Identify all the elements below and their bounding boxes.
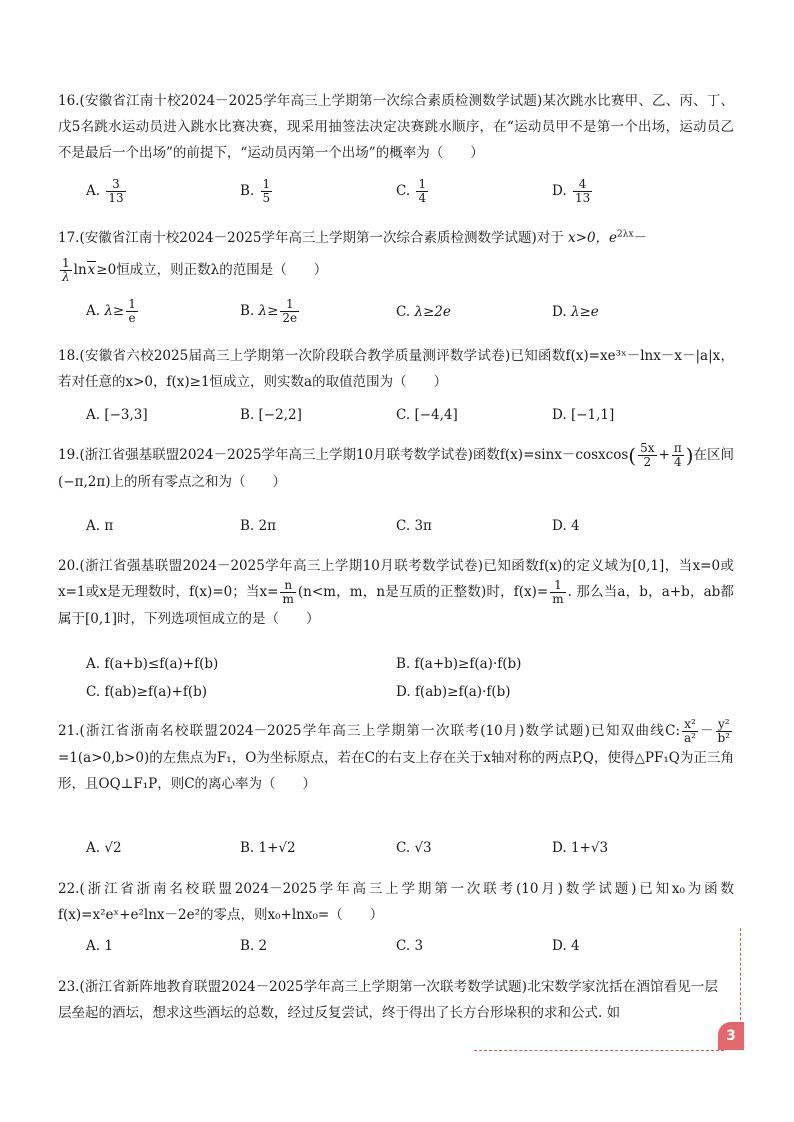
option-a[interactable]: A. √2 [86,840,122,856]
question-number: 17. [58,230,80,246]
option-d[interactable]: D. λ≥e [552,304,599,320]
question-16 [58,88,734,166]
question-22 [58,876,734,928]
question-source: (浙江省强基联盟2024－2025学年高三上学期10月联考数学试卷) [79,447,473,463]
question-21: 21.(浙江省浙南名校联盟2024－2025学年高三上学期第一次联考(10月)数学试题)已知双曲线C: $\frac{\text{x²}}{\text{a²}}$ － $\frac{\text{y²}}{\text{b²}}$ =1(a>0,b>0)的左焦点为F₁，O为坐标原点，若在C的右支上存在关于x轴对称的两点P,Q，使得△PF₁Q为正三角形，且OQ⊥F₁P，则C的离心率为（ ） [58,717,734,792]
question-number: 20. [58,558,80,574]
option-b[interactable]: B. $\frac{1}{5}$ [240,177,271,205]
option-b[interactable]: B. 2 [240,938,268,954]
question-source: (浙江省浙南名校联盟2024－2025学年高三上学期第一次联考(10月)数学试题) [79,881,637,897]
question-19: 19.(浙江省强基联盟2024－2025学年高三上学期10月联考数学试卷)函数f(x)=sinx－cosxcos( $\frac{5x}{2}$ + $\frac{\pi}{4}$ )在区间(−π,2π)上的所有零点之和为（ ） [58,441,735,490]
option-a[interactable]: A. λ≥ $\frac{1}{e}$ [86,297,136,325]
question-number: 16. [58,93,80,109]
option-a[interactable]: A. π [86,518,114,534]
question-source: (安徽省江南十校2024－2025学年高三上学期第一次综合素质检测数学试题) [79,230,537,246]
option-d[interactable]: D. 4 [552,938,580,954]
option-c[interactable]: C. f(ab)≥f(a)+f(b) [86,684,208,700]
option-c[interactable]: C. 3 [396,938,424,954]
option-d[interactable]: D. 1+√3 [552,840,609,856]
question-number: 19. [58,447,80,463]
question-text: 已知函数f(x)=xe³ˣ－lnx－x－|a|x，若对任意的x>0，f(x)≥1恒成立，则实数a的取值范围为（ ） [58,348,734,390]
option-a[interactable]: A. $\frac{3}{13}$ [86,177,124,205]
question-17: 17.(安徽省江南十校2024－2025学年高三上学期第一次综合素质检测数学试题)对于 x>0，$e^{2\lambda x}-$ $\frac{1}{\lambda}$ lnx≥0恒成立，则正数λ的范围是（ ） [58,229,648,284]
option-b[interactable]: B. f(a+b)≥f(a)·f(b) [396,656,522,672]
question-text: 某次跳水比赛甲、乙、丙、丁、戊5名跳水运动员进入跳水比赛决赛，现采用抽签法决定决赛跳水顺序，在“运动员甲不是第一个出场，运动员乙不是最后一个出场”的前提下，“运动员丙第一个出场”的概率为（ ） [58,93,735,161]
question-text: 已知双曲线C: [589,723,681,739]
option-c[interactable]: C. 3π [396,518,432,534]
option-c[interactable]: C. $\frac{1}{4}$ [396,177,427,205]
question-number: 23. [58,979,80,995]
question-text: 函数f(x)=sinx－cosxcos [472,447,629,463]
option-d[interactable]: D. $\frac{4}{13}$ [552,177,591,205]
option-b[interactable]: B. λ≥ $\frac{1}{2e}$ [240,297,298,325]
page-number: 3 [718,1022,744,1050]
option-d[interactable]: D. f(ab)≥f(a)·f(b) [396,684,511,700]
option-d[interactable]: D. [−1,1] [552,407,615,423]
question-23 [58,974,718,1026]
question-20: 20.(浙江省强基联盟2024－2025学年高三上学期10月联考数学试卷)已知函数f(x)的定义域为[0,1]，当x=0或x=1或x是无理数时，f(x)=0；当x= $\frac{n}{m}$ (n<m，m，n是互质的正整数)时，f(x)= $\frac{1}{m}$ . 那么当a，b，a+b，ab都属于[0,1]时，下列选项恒成立的是（ ） [58,558,734,627]
option-c[interactable]: C. [−4,4] [396,407,458,423]
question-number: 18. [58,348,80,364]
option-a[interactable]: A. 1 [86,938,113,954]
option-a[interactable]: A. [−3,3] [86,407,148,423]
question-source: (安徽省江南十校2024－2025学年高三上学期第一次综合素质检测数学试题) [79,93,543,109]
option-b[interactable]: B. 2π [240,518,276,534]
question-18 [58,343,734,395]
question-text: 已知x₀为函数f(x)=x²eˣ+e²lnx－2e²的零点，则x₀+lnx₀=（ ） [58,881,734,923]
question-source: (安徽省六校2025届高三上学期第一次阶段联合教学质量测评数学试卷) [79,348,511,364]
option-c[interactable]: C. √3 [396,840,432,856]
question-number: 21. [58,723,80,739]
option-d[interactable]: D. 4 [552,518,580,534]
question-source: (浙江省新阵地教育联盟2024－2025学年高三上学期第一次联考数学试题) [79,979,528,995]
question-number: 22. [58,881,80,897]
page-border-dashed-horizontal [474,1050,724,1051]
option-b[interactable]: B. [−2,2] [240,407,302,423]
question-source: (浙江省浙南名校联盟2024－2025学年高三上学期第一次联考(10月)数学试题) [79,723,590,739]
question-source: (浙江省强基联盟2024－2025学年高三上学期10月联考数学试卷) [79,558,484,574]
option-a[interactable]: A. f(a+b)≤f(a)+f(b) [86,656,219,672]
question-text: 已知函数f(x)的定义域为[0,1]，当x=0或x=1或x是无理数时，f(x)=0；当x= [58,558,734,600]
question-text: 北宋数学家沈括在酒馆看见一层层垒起的酒坛，想求这些酒坛的总数，经过反复尝试，终于得出了长方台形垛积的求和公式. 如 [58,979,718,1021]
question-text: 恒成立，则正数λ的范围是（ ） [116,262,328,278]
option-c[interactable]: C. λ≥2e [396,304,451,320]
option-b[interactable]: B. 1+√2 [240,840,296,856]
